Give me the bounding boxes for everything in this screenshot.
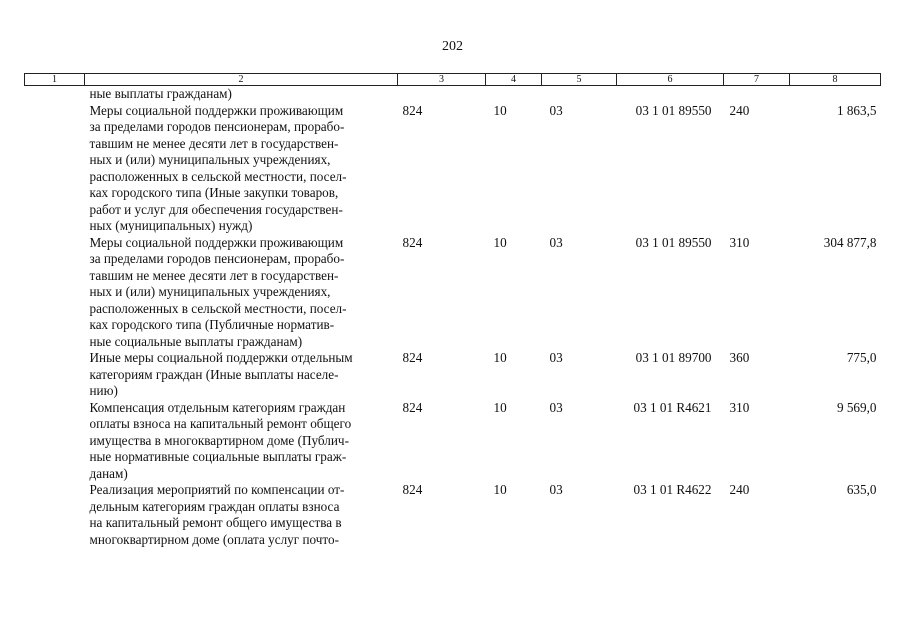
cell-section: 10 bbox=[493, 399, 507, 415]
cell-number bbox=[25, 86, 85, 103]
cell-description bbox=[85, 235, 398, 351]
cell-number bbox=[25, 103, 85, 235]
cell-number bbox=[25, 350, 85, 400]
description-line: тавшим не менее десяти лет в государствен- bbox=[89, 267, 339, 283]
table-row bbox=[25, 482, 881, 548]
cell-target-item: 03 1 01 R4621 bbox=[633, 399, 712, 415]
cell-administrator-code: 824 bbox=[402, 102, 423, 118]
cell-target-item: 03 1 01 R4622 bbox=[633, 482, 712, 497]
description-line: нию) bbox=[89, 383, 118, 398]
column-header-1: 1 bbox=[25, 74, 85, 86]
description-line: данам) bbox=[89, 465, 128, 481]
description-line: дельным категориям граждан оплаты взноса bbox=[89, 498, 340, 514]
cell-description bbox=[85, 400, 398, 483]
cell-description bbox=[85, 350, 398, 400]
description-line: Меры социальной поддержки проживающим bbox=[89, 234, 344, 250]
column-header-3: 3 bbox=[398, 74, 486, 86]
cell-target-item bbox=[617, 86, 724, 103]
column-header-8: 8 bbox=[790, 74, 881, 86]
table-row bbox=[25, 350, 881, 400]
description-line: категориям граждан (Иные выплаты населе- bbox=[89, 366, 339, 382]
table-body bbox=[25, 86, 881, 549]
description-line: ных и (или) муниципальных учреждениях, bbox=[89, 152, 331, 167]
table-row bbox=[25, 400, 881, 483]
cell-target-item: 03 1 01 89700 bbox=[635, 350, 712, 365]
description-line: работ и услуг для обеспечения государствен- bbox=[89, 201, 343, 217]
column-header-6: 6 bbox=[617, 74, 724, 86]
cell-expense-type: 360 bbox=[729, 350, 750, 365]
cell-number bbox=[25, 400, 85, 483]
cell-amount: 304 877,8 bbox=[823, 234, 877, 250]
description-line: Иные меры социальной поддержки отдельным bbox=[89, 350, 353, 365]
cell-expense-type: 310 bbox=[729, 234, 750, 250]
description-line: Меры социальной поддержки проживающим bbox=[89, 102, 344, 118]
description-line: ные нормативные социальные выплаты граж- bbox=[89, 449, 347, 464]
column-header-7: 7 bbox=[724, 74, 790, 86]
description-line: многоквартирном доме (оплата услуг почто- bbox=[89, 531, 339, 547]
cell-amount: 1 863,5 bbox=[836, 102, 877, 118]
description-line: ные выплаты гражданам) bbox=[89, 86, 232, 101]
cell-subsection: 03 bbox=[549, 102, 563, 118]
description-line: ные социальные выплаты гражданам) bbox=[89, 333, 303, 349]
description-line: Компенсация отдельным категориям граждан bbox=[89, 399, 346, 415]
cell-administrator-code: 824 bbox=[402, 350, 423, 365]
cell-section: 10 bbox=[493, 102, 507, 118]
description-line: тавшим не менее десяти лет в государствен- bbox=[89, 135, 339, 151]
cell-amount bbox=[790, 86, 881, 103]
description-line: на капитальный ремонт общего имущества в bbox=[89, 515, 342, 530]
description-line: оплаты взноса на капитальный ремонт общего bbox=[89, 416, 352, 431]
cell-section: 10 bbox=[493, 350, 507, 365]
column-header-5: 5 bbox=[542, 74, 617, 86]
description-line: ках городского типа (Иные закупки товаров, bbox=[89, 185, 339, 200]
cell-expense-type: 240 bbox=[729, 102, 750, 118]
description-line: за пределами городов пенсионерам, прорабо- bbox=[89, 119, 345, 134]
description-line: за пределами городов пенсионерам, прорабо- bbox=[89, 251, 345, 266]
description-line: расположенных в сельской местности, посел- bbox=[89, 168, 347, 184]
cell-description bbox=[85, 482, 398, 548]
table-row bbox=[25, 86, 881, 103]
cell-number bbox=[25, 482, 85, 548]
cell-section: 10 bbox=[493, 234, 507, 250]
cell-description bbox=[85, 86, 398, 103]
cell-amount: 9 569,0 bbox=[836, 399, 877, 415]
cell-subsection: 03 bbox=[549, 482, 563, 497]
cell-target-item: 03 1 01 89550 bbox=[635, 234, 712, 250]
cell-administrator-code bbox=[398, 86, 486, 103]
column-number-header-row bbox=[25, 74, 881, 86]
description-line: Реализация мероприятий по компенсации от- bbox=[89, 482, 345, 497]
cell-subsection: 03 bbox=[549, 350, 563, 365]
column-header-2: 2 bbox=[85, 74, 398, 86]
budget-table bbox=[24, 73, 881, 548]
cell-expense-type: 310 bbox=[729, 399, 750, 415]
page-number: 202 bbox=[442, 39, 463, 54]
table-row bbox=[25, 235, 881, 351]
description-line: ных и (или) муниципальных учреждениях, bbox=[89, 284, 331, 299]
cell-expense-type bbox=[724, 86, 790, 103]
description-line: имущества в многоквартирном доме (Публич- bbox=[89, 432, 349, 448]
cell-section: 10 bbox=[493, 482, 507, 497]
cell-section bbox=[486, 86, 542, 103]
cell-subsection: 03 bbox=[549, 234, 563, 250]
cell-administrator-code: 824 bbox=[402, 482, 423, 497]
cell-number bbox=[25, 235, 85, 351]
cell-subsection bbox=[542, 86, 617, 103]
cell-amount: 635,0 bbox=[846, 482, 877, 497]
cell-description bbox=[85, 103, 398, 235]
cell-expense-type: 240 bbox=[729, 482, 750, 497]
cell-administrator-code: 824 bbox=[402, 234, 423, 250]
description-line: ных (муниципальных) нужд) bbox=[89, 218, 253, 233]
cell-administrator-code: 824 bbox=[402, 399, 423, 415]
description-line: ках городского типа (Публичные норматив- bbox=[89, 317, 335, 332]
table-row bbox=[25, 103, 881, 235]
column-header-4: 4 bbox=[486, 74, 542, 86]
cell-amount: 775,0 bbox=[846, 350, 877, 365]
description-line: расположенных в сельской местности, посел- bbox=[89, 300, 347, 316]
cell-target-item: 03 1 01 89550 bbox=[635, 102, 712, 118]
cell-subsection: 03 bbox=[549, 399, 563, 415]
